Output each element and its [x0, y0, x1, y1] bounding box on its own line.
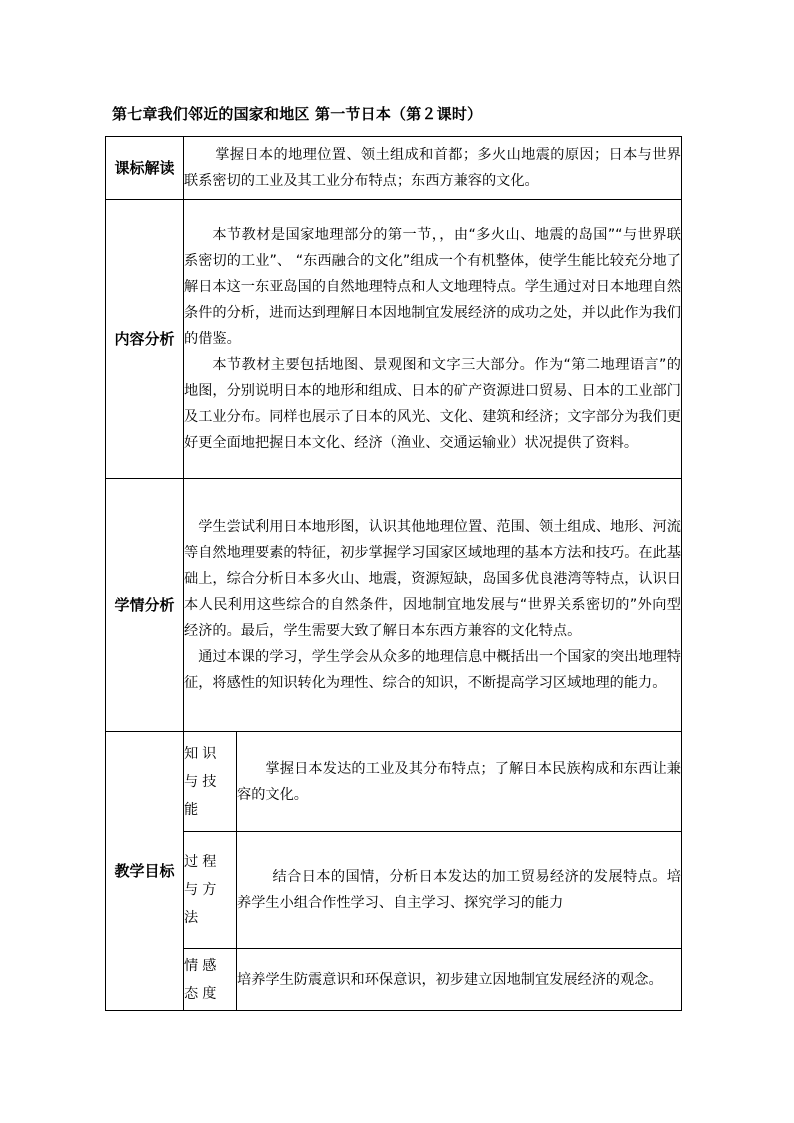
- page-title: 第七章我们邻近的国家和地区 第一节日本（第２课时）: [112, 105, 483, 123]
- table-row-student-analysis: [106, 479, 682, 732]
- content-analysis-paragraph-1: 本节教材是国家地理部分的第一节，，由“多火山、地震的岛国”“与世界联系密切的工业”、 “东西融合的文化”组成一个有机整体，使学生能比较充分地了解日本这一东亚岛国的自然地理特点和人文地理特点。学生通过对日本地理自然条件的分析，进而达到理解日本因地制宜发展经济的成功之处，并以此作为我们的借鉴。: [184, 227, 681, 347]
- row-content-content-analysis: [184, 200, 682, 479]
- table-row-goals-process: [106, 832, 682, 949]
- lesson-plan-table: [105, 136, 682, 1011]
- goal-label-process: 过程与方法: [184, 832, 237, 949]
- row-content-student-analysis: [184, 479, 682, 732]
- goal-label-emotion: 情感态度: [184, 949, 237, 1011]
- table-row-goals-emotion: [106, 949, 682, 1011]
- goal-content-process: [237, 832, 682, 949]
- goal-content-emotion: [237, 949, 682, 1011]
- standards-text: 掌握日本的地理位置、领土组成和首都；多火山地震的原因；日本与世界联系密切的工业及其工业分布特点；东西方兼容的文化。: [184, 147, 681, 189]
- goal-text-knowledge: 掌握日本发达的工业及其分布特点；了解日本民族构成和东西让兼容的文化。: [237, 760, 681, 803]
- goal-content-knowledge: [237, 732, 682, 832]
- student-analysis-paragraph-2: 通过本课的学习，学生学会从众多的地理信息中概括出一个国家的突出地理特征，将感性的知识转化为理性、综合的知识，不断提高学习区域地理的能力。: [184, 649, 681, 691]
- table-row-goals-knowledge: [106, 732, 682, 832]
- table-row-standards: [106, 137, 682, 200]
- goal-text-emotion: 培养学生防震意识和环保意识，初步建立因地制宜发展经济的观念。: [237, 971, 663, 988]
- table-row-content-analysis: [106, 200, 682, 479]
- row-label-student-analysis: 学情分析: [106, 479, 184, 732]
- row-label-teaching-goals: 教学目标: [106, 732, 184, 1011]
- row-label-content-analysis: 内容分析: [106, 200, 184, 479]
- goal-text-process: 结合日本的国情，分析日本发达的加工贸易经济的发展特点。培养学生小组合作性学习、自主学习、探究学习的能力: [237, 869, 681, 911]
- row-label-standards: 课标解读: [106, 137, 184, 200]
- student-analysis-paragraph-1: 学生尝试利用日本地形图，认识其他地理位置、范围、领土组成、地形、河流等自然地理要素的特征，初步掌握学习国家区域地理的基本方法和技巧。在此基础上，综合分析日本多火山、地震，资源短缺，岛国多优良港湾等特点，认识日本人民利用这些综合的自然条件，因地制宜地发展与“世界关系密切的”外向型经济的。最后，学生需要大致了解日本东西方兼容的文化特点。: [184, 519, 681, 639]
- row-content-standards: [184, 137, 682, 200]
- content-analysis-paragraph-2: 本节教材主要包括地图、景观图和文字三大部分。作为“第二地理语言”的地图，分别说明日本的地形和组成、日本的矿产资源进口贸易、日本的工业部门及工业分布。同样也展示了日本的风光、文化、建筑和经济；文字部分为我们更好更全面地把握日本文化、经济（渔业、交通运输业）状况提供了资料。: [184, 357, 681, 451]
- goal-label-knowledge: 知识与技能: [184, 732, 237, 832]
